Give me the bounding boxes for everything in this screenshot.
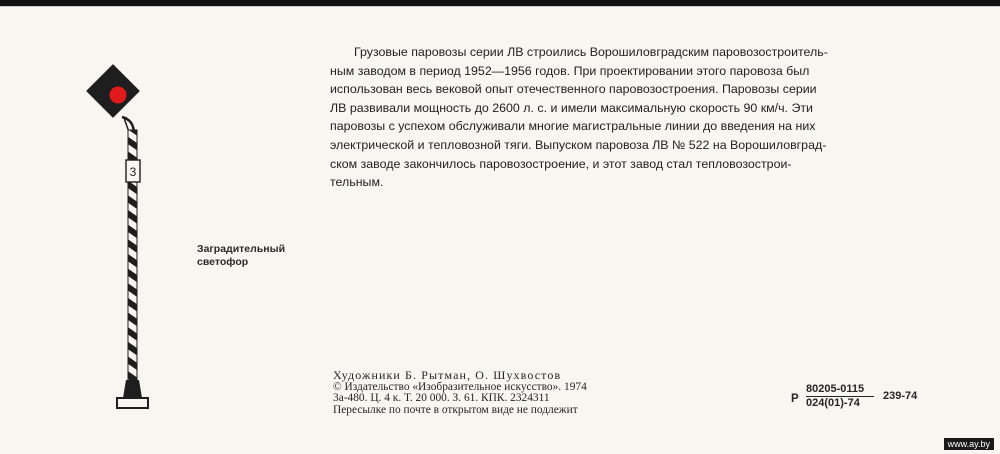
site-watermark: www.ay.by	[944, 438, 994, 450]
paragraph-line: ском заводе закончилось паровозостроение, и этот завод стал тепловозострои-	[330, 156, 792, 171]
publisher-credit: © Издательство «Изобразительное искусство». 1974	[333, 380, 587, 393]
catalog-prefix: Р	[791, 393, 799, 405]
caption-line: Заградительный	[197, 243, 286, 255]
postal-notice: Пересылке по почте в открытом виде не подлежит	[333, 403, 578, 416]
catalog-numerator: 80205-0115	[806, 383, 865, 395]
description-paragraph	[330, 43, 930, 192]
paragraph-line: тельным.	[330, 175, 384, 190]
postcard-back	[0, 6, 1000, 454]
artists-credit: Художники Б. Рытман, О. Шухвостов	[333, 368, 562, 382]
paragraph-line: использован весь вековой опыт отечественного паровозостроения. Паровозы серии	[330, 82, 817, 97]
illustration-caption	[197, 243, 285, 269]
paragraph-line: ЛВ развивали мощность до 2600 л. с. и имели максимальную скорость 90 км/ч. Эти	[330, 100, 813, 115]
catalog-code: 239-74	[883, 390, 918, 402]
imprint-credits	[333, 369, 587, 416]
barrier-signal-illustration	[84, 62, 154, 417]
catalog-denominator: 024(01)-74	[806, 397, 860, 409]
signal-number: 3	[129, 165, 137, 179]
print-info: 3а-480. Ц. 4 к. Т. 20 000. З. 61. КПК. 2324311	[333, 392, 550, 404]
paragraph-line: Грузовые паровозы серии ЛВ строились Ворошиловградским паровозостроитель-	[354, 45, 828, 59]
paragraph-line: паровозы с успехом обслуживали многие магистральные линии до введения на них	[330, 119, 816, 134]
signal-lamp	[110, 87, 127, 104]
signal-base	[123, 380, 142, 398]
paragraph-line: ным заводом в период 1952—1956 годов. При проектировании этого паровоза был	[330, 63, 810, 78]
paragraph-line: электрической и тепловозной тяги. Выпуском паровоза ЛВ № 522 на Ворошиловград-	[330, 137, 827, 152]
caption-line: светофор	[197, 256, 249, 268]
